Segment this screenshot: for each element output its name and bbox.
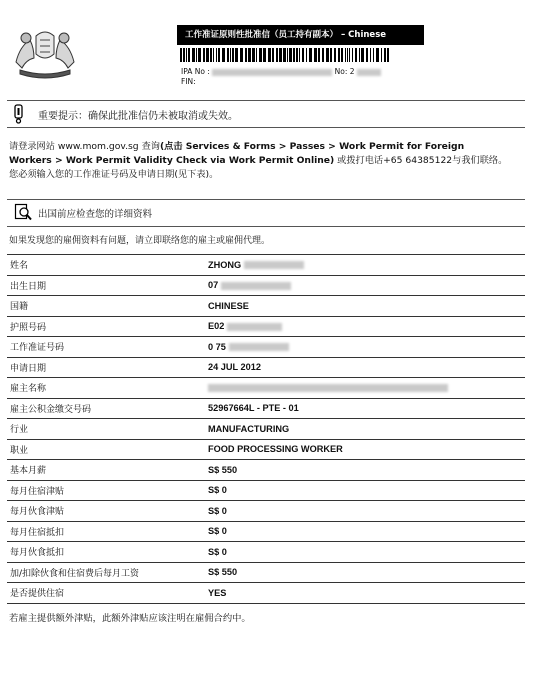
detail-label: 行业 [7, 419, 205, 440]
instructions-line3: 您必须输入您的工作准证号码及申请日期(见下表)。 [9, 169, 219, 180]
instructions-prefix: 请登录网站 [9, 141, 55, 152]
barcode [180, 48, 390, 62]
exclamation-icon [13, 104, 25, 124]
footer-note: 若雇主提供额外津贴，此额外津贴应该注明在雇佣合约中。 [9, 613, 251, 624]
redacted-ipa [212, 69, 332, 76]
detail-value-text: FOOD PROCESSING WORKER [208, 444, 343, 455]
detail-value-text: S$ 0 [208, 485, 227, 496]
detail-label: 是否提供住宿 [7, 583, 205, 604]
detail-value-text: E02 [208, 321, 225, 332]
instructions-path-2: Workers > Work Permit Validity Check via Work Permit Online) [9, 155, 335, 166]
detail-value [205, 398, 525, 419]
detail-label: 出生日期 [7, 275, 205, 296]
detail-value [205, 439, 525, 460]
ipa-partial: No: 2 [334, 67, 355, 76]
details-row [7, 480, 525, 501]
detail-value-text: S$ 550 [208, 567, 238, 578]
details-row [7, 296, 525, 317]
detail-value [205, 542, 525, 563]
instructions-paragraph [9, 140, 531, 182]
details-row [7, 316, 525, 337]
details-row [7, 562, 525, 583]
mom-website-link[interactable]: www.mom.gov.sg [57, 141, 139, 152]
detail-value [205, 357, 525, 378]
details-row [7, 439, 525, 460]
instructions-path-1: (点击 Services & Forms > Passes > Work Permit for Foreign [159, 141, 465, 152]
fin-label: FIN: [181, 77, 196, 86]
detail-value-text: ZHONG [208, 259, 242, 270]
detail-label: 护照号码 [7, 316, 205, 337]
magnifier-icon [14, 203, 32, 221]
detail-label: 申请日期 [7, 357, 205, 378]
detail-value-text: 52967664L - PTE - 01 [208, 403, 299, 414]
coat-of-arms-logo [12, 26, 78, 82]
ipa-label: IPA No : [181, 67, 210, 76]
detail-label: 每月伙食抵扣 [7, 542, 205, 563]
detail-value [205, 337, 525, 358]
detail-value [205, 255, 525, 276]
instructions-phone: 或拨打电话+65 64385122与我们联络。 [337, 155, 508, 166]
details-row [7, 542, 525, 563]
detail-label: 加/扣除伙食和住宿费后每月工资 [7, 562, 205, 583]
detail-value [205, 583, 525, 604]
detail-value [205, 562, 525, 583]
detail-value [205, 480, 525, 501]
detail-value-text: S$ 0 [208, 546, 227, 557]
detail-value-text: YES [208, 587, 227, 598]
details-row [7, 337, 525, 358]
redacted-ipa-number [357, 69, 381, 76]
redacted-value [208, 384, 448, 392]
detail-value [205, 378, 525, 399]
detail-value [205, 296, 525, 317]
detail-label: 雇主名称 [7, 378, 205, 399]
details-row [7, 255, 525, 276]
detail-value [205, 316, 525, 337]
detail-value [205, 501, 525, 522]
detail-value [205, 275, 525, 296]
detail-value-text: S$ 550 [208, 464, 238, 475]
details-row [7, 357, 525, 378]
redacted-value [229, 343, 289, 351]
important-notice [7, 100, 525, 128]
detail-label: 职业 [7, 439, 205, 460]
detail-label: 每月住宿抵扣 [7, 521, 205, 542]
detail-label: 国籍 [7, 296, 205, 317]
details-row [7, 378, 525, 399]
instructions-mid: 查询 [141, 141, 160, 152]
details-table [7, 254, 525, 604]
ipa-fin-block [181, 67, 381, 87]
detail-value-text: CHINESE [208, 300, 249, 311]
detail-value-text: MANUFACTURING [208, 423, 290, 434]
details-row [7, 419, 525, 440]
details-row [7, 583, 525, 604]
detail-value-text: 24 JUL 2012 [208, 362, 261, 373]
letter-title-banner: 工作准证原则性批准信（员工持有副本） – Chinese [177, 25, 424, 45]
detail-label: 每月住宿津贴 [7, 480, 205, 501]
section-note: 如果发现您的雇佣资料有问题，请立即联络您的雇主或雇佣代理。 [9, 236, 271, 246]
detail-value [205, 460, 525, 481]
detail-value [205, 419, 525, 440]
section-title: 出国前应检查您的详细资料 [38, 209, 153, 220]
detail-label: 雇主公积金缴交号码 [7, 398, 205, 419]
details-row [7, 460, 525, 481]
details-row [7, 501, 525, 522]
notice-text: 重要提示：确保此批准信仍未被取消或失效。 [38, 111, 238, 122]
detail-label: 每月伙食津贴 [7, 501, 205, 522]
detail-value-text: 07 [208, 280, 219, 291]
section-header [7, 199, 525, 227]
details-row [7, 398, 525, 419]
redacted-value [227, 323, 282, 331]
detail-value-text: 0 75 [208, 341, 226, 352]
detail-label: 姓名 [7, 255, 205, 276]
detail-label: 工作准证号码 [7, 337, 205, 358]
detail-value [205, 521, 525, 542]
redacted-value [221, 282, 291, 290]
details-row [7, 275, 525, 296]
details-row [7, 521, 525, 542]
detail-value-text: S$ 0 [208, 505, 227, 516]
detail-label: 基本月薪 [7, 460, 205, 481]
detail-value-text: S$ 0 [208, 526, 227, 537]
redacted-value [244, 261, 304, 269]
